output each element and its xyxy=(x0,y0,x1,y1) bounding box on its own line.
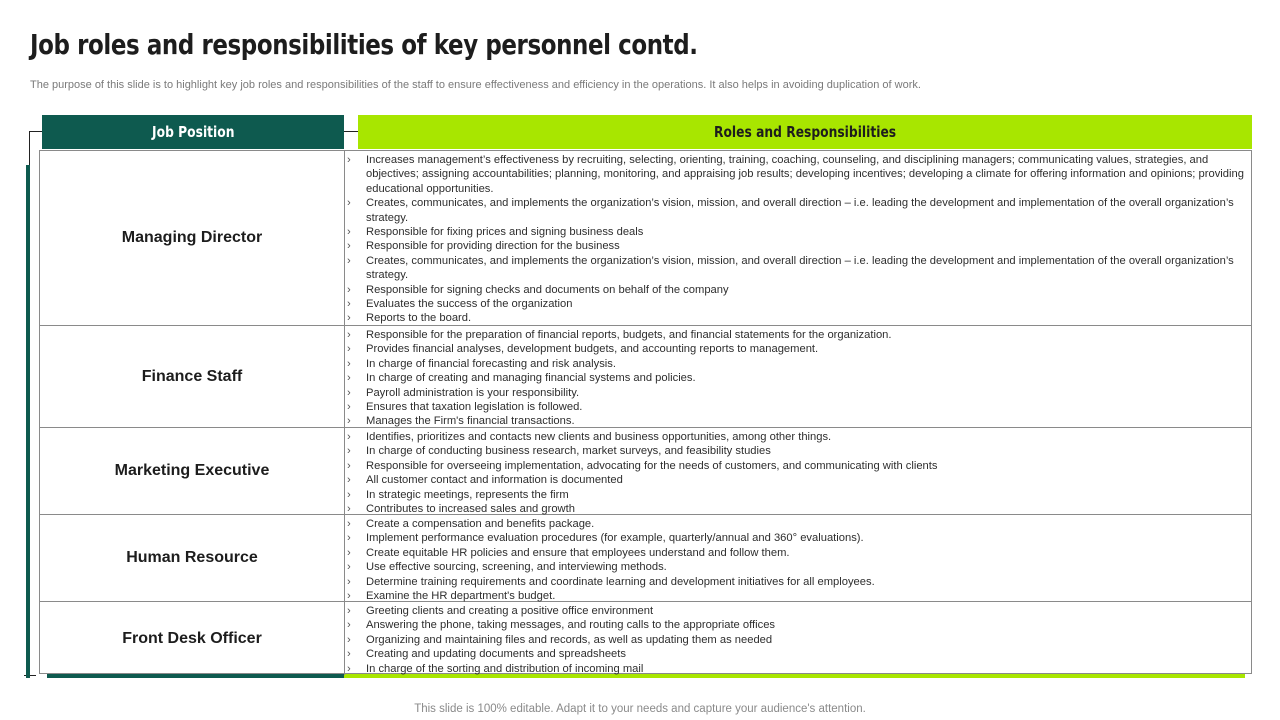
responsibility-item: › Organizing and maintaining files and records, as well as updating them as needed xyxy=(345,633,1247,647)
table-row xyxy=(40,602,1251,675)
responsibility-item: › In charge of the sorting and distribution of incoming mail xyxy=(345,662,1247,676)
table-row xyxy=(40,151,1251,326)
responsibility-item: › Determine training requirements and coordinate learning and development initiatives for all employees. xyxy=(345,575,1247,589)
responsibility-item: › Greeting clients and creating a positive office environment xyxy=(345,604,1247,618)
responsibilities-list xyxy=(345,428,1251,516)
responsibility-item: › Ensures that taxation legislation is followed. xyxy=(345,400,1247,414)
page-subtitle: The purpose of this slide is to highlight key job roles and responsibilities of the staff to ensure effectiveness and efficiency in the operations. It also helps in avoiding duplication of work. xyxy=(30,79,921,91)
responsibilities-list xyxy=(345,326,1251,429)
responsibility-item: › Creates, communicates, and implements the organization’s vision, mission, and overall direction – i.e. leading the development and implementation of the overall organization’s strategy. xyxy=(345,196,1247,225)
responsibility-item: › Responsible for overseeing implementation, advocating for the needs of customers, and communicating with clients xyxy=(345,459,1247,473)
footer-note: This slide is 100% editable. Adapt it to your needs and capture your audience's attention. xyxy=(414,703,866,715)
responsibility-item: › All customer contact and information is documented xyxy=(345,473,1247,487)
job-position-cell: Marketing Executive xyxy=(40,428,345,514)
table-row xyxy=(40,326,1251,428)
responsibility-item: › In charge of creating and managing financial systems and policies. xyxy=(345,371,1247,385)
page-title: Job roles and responsibilities of key personnel contd. xyxy=(30,28,698,61)
roles-table xyxy=(39,150,1252,674)
responsibilities-list xyxy=(345,515,1251,603)
roles-header-label: Roles and Responsibilities xyxy=(713,123,897,141)
job-position-cell: Human Resource xyxy=(40,515,345,601)
responsibility-item: › In strategic meetings, represents the firm xyxy=(345,488,1247,502)
table-row xyxy=(40,515,1251,602)
responsibility-item: › Evaluates the success of the organization xyxy=(345,297,1247,311)
responsibility-item: › Payroll administration is your responsibility. xyxy=(345,386,1247,400)
job-position-header xyxy=(42,115,344,149)
roles-header xyxy=(358,115,1252,149)
responsibility-item: › Responsible for signing checks and documents on behalf of the company xyxy=(345,283,1247,297)
job-position-cell: Front Desk Officer xyxy=(40,602,345,675)
responsibility-item: › Implement performance evaluation procedures (for example, quarterly/annual and 360° evaluations). xyxy=(345,531,1247,545)
responsibility-item: › Manages the Firm's financial transactions. xyxy=(345,414,1247,428)
responsibility-item: › In charge of financial forecasting and risk analysis. xyxy=(345,357,1247,371)
responsibility-item: › Responsible for the preparation of financial reports, budgets, and financial statements for the organization. xyxy=(345,328,1247,342)
responsibility-item: › Reports to the board. xyxy=(345,311,1247,325)
responsibility-item: › In charge of conducting business research, market surveys, and feasibility studies xyxy=(345,444,1247,458)
responsibilities-list xyxy=(345,151,1251,326)
responsibility-item: › Identifies, prioritizes and contacts new clients and business opportunities, among other things. xyxy=(345,430,1247,444)
responsibility-item: › Responsible for fixing prices and signing business deals xyxy=(345,225,1247,239)
job-position-header-label: Job Position xyxy=(151,123,235,141)
responsibility-item: › Provides financial analyses, development budgets, and accounting reports to management. xyxy=(345,342,1247,356)
responsibility-item: › Creates, communicates, and implements the organization’s vision, mission, and overall direction – i.e. leading the development and implementation of the overall organization’s strategy. xyxy=(345,254,1247,283)
responsibility-item: › Create a compensation and benefits package. xyxy=(345,517,1247,531)
job-position-cell: Managing Director xyxy=(40,151,345,325)
responsibility-item: › Responsible for providing direction for the business xyxy=(345,239,1247,253)
left-accent-bar xyxy=(26,165,30,678)
job-position-cell: Finance Staff xyxy=(40,326,345,427)
table-row xyxy=(40,428,1251,515)
bracket-top xyxy=(29,131,42,132)
responsibility-item: › Examine the HR department's budget. xyxy=(345,589,1247,603)
responsibility-item: › Contributes to increased sales and growth xyxy=(345,502,1247,516)
responsibility-item: › Creating and updating documents and spreadsheets xyxy=(345,647,1247,661)
responsibility-item: › Use effective sourcing, screening, and interviewing methods. xyxy=(345,560,1247,574)
responsibilities-list xyxy=(345,602,1251,676)
responsibility-item: › Increases management’s effectiveness by recruiting, selecting, orienting, training, coaching, counseling, and disciplining managers; communicating values, strategies, and objectives; assigning accountabilities; planning, monitoring, and appraising job results; developing incentives; developing a climate for offering information and opinions; providing educational opportunities. xyxy=(345,153,1247,196)
responsibility-item: › Answering the phone, taking messages, and routing calls to the appropriate offices xyxy=(345,618,1247,632)
responsibility-item: › Create equitable HR policies and ensure that employees understand and follow them. xyxy=(345,546,1247,560)
